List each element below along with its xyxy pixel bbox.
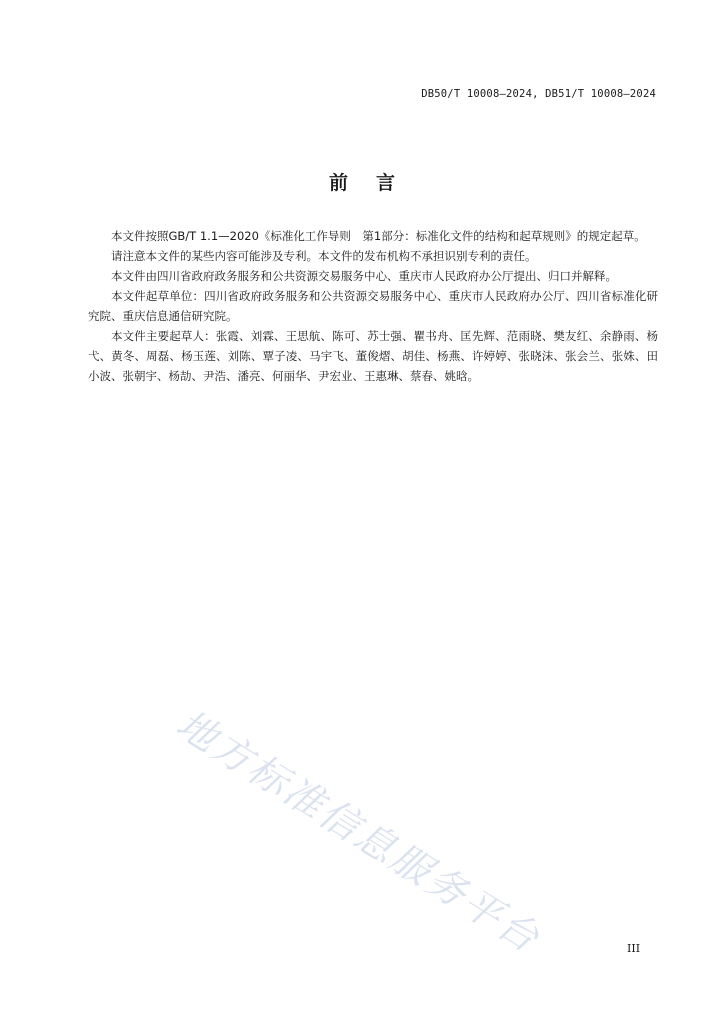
paragraph-proposer: 本文件由四川省政府政务服务和公共资源交易服务中心、重庆市人民政府办公厅提出、归口并解释。 xyxy=(111,269,617,283)
document-body xyxy=(88,226,658,386)
standard-code: DB50/T 10008—2024, DB51/T 10008—2024 xyxy=(421,88,656,100)
paragraph-drafters: 本文件主要起草人：张霞、刘霖、王思航、陈可、苏士强、瞿书舟、匡先辉、范雨晓、樊友红、余静雨、杨弋、黄冬、周磊、杨玉莲、刘陈、覃子凌、马宇飞、董俊熠、胡佳、杨燕、许婷婷、张晓沫、张会兰、张姝、田小波、张朝宇、杨劼、尹浩、潘亮、何丽华、尹宏业、王惠琳、蔡春、姚晗。 xyxy=(88,329,658,383)
paragraph-patent-notice: 请注意本文件的某些内容可能涉及专利。本文件的发布机构不承担识别专利的责任。 xyxy=(111,249,537,263)
watermark: 地方标准信息服务平台 xyxy=(168,701,549,963)
page-title: 前言 xyxy=(328,172,423,194)
page-number: III xyxy=(627,942,641,955)
paragraph-drafting-rules: 本文件按照GB/T 1.1—2020《标准化工作导则 第1部分：标准化文件的结构和起草规则》的规定起草。 xyxy=(111,229,646,243)
paragraph-drafting-units: 本文件起草单位：四川省政府政务服务和公共资源交易服务中心、重庆市人民政府办公厅、四川省标准化研究院、重庆信息通信研究院。 xyxy=(88,289,658,323)
